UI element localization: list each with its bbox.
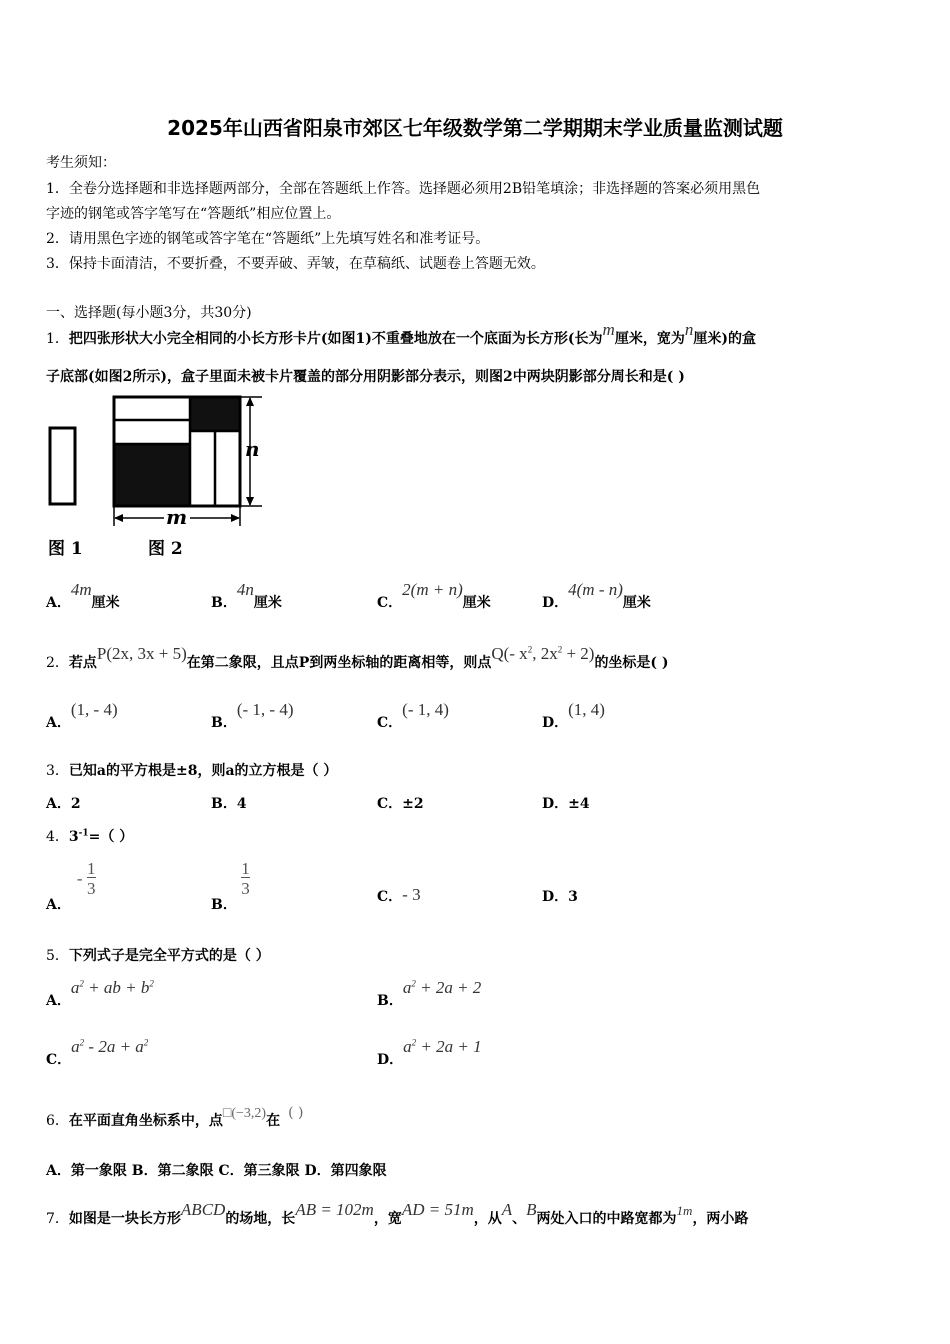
q7-text: 两处入口的中路宽都为 <box>536 1211 677 1227</box>
option-unit: 厘米 <box>253 595 282 611</box>
q4-option-c[interactable] <box>377 886 421 906</box>
q2-option-a[interactable] <box>46 700 118 732</box>
q6-answer-blank: ( ) <box>288 1105 304 1121</box>
option-label: A． <box>46 993 71 1009</box>
fraction-denominator: 3 <box>87 879 96 898</box>
option-value: 3 <box>568 889 578 905</box>
math-part: + 2a + 1 <box>416 1037 482 1056</box>
option-sign: - <box>76 869 83 888</box>
question-7 <box>46 1200 749 1228</box>
q5-option-b[interactable] <box>377 978 482 1010</box>
option-label: C． <box>377 796 403 812</box>
superscript: 2 <box>411 1037 417 1048</box>
question-3 <box>46 760 337 780</box>
section-heading: 一、选择题(每小题3分，共30分) <box>46 305 252 321</box>
superscript: 2 <box>411 978 416 989</box>
q2-option-b[interactable] <box>211 700 294 732</box>
option-label: D． <box>542 715 569 731</box>
option-label: C． <box>377 715 403 731</box>
option-label: C． <box>377 595 403 611</box>
figure-2-shaded-top <box>190 397 240 431</box>
option-fraction <box>87 860 96 897</box>
option-math: (- 1, 4) <box>402 700 449 719</box>
q7-math: AD = 51m <box>401 1200 474 1219</box>
q3-option-c[interactable] <box>377 793 424 813</box>
option-math: 4(m - n) <box>568 580 623 599</box>
q1-option-b[interactable] <box>211 580 282 612</box>
q3-option-b[interactable] <box>211 793 247 813</box>
figure-1-caption: 图 1 <box>48 539 83 559</box>
q2-text-c: 的坐标是( ) <box>594 655 669 671</box>
q7-text: 的场地，长 <box>225 1211 296 1227</box>
superscript: 2 <box>79 1037 85 1048</box>
q6-point: □(−3,2) <box>222 1106 267 1121</box>
question-2 <box>46 644 669 672</box>
option-label: C． <box>46 1052 72 1068</box>
option-math <box>403 978 481 997</box>
option-unit: 厘米 <box>462 595 491 611</box>
notice-heading: 考生须知： <box>46 155 116 171</box>
option-label: A． <box>46 796 71 812</box>
notice-item-3: 3．保持卡面清洁，不要折叠，不要弄破、弄皱，在草稿纸、试题卷上答题无效。 <box>46 256 545 272</box>
q2-option-c[interactable] <box>377 700 449 732</box>
question-number: 4． <box>46 829 69 845</box>
option-math: 2(m + n) <box>402 580 463 599</box>
option-label: A． <box>46 595 71 611</box>
question-6 <box>46 1105 304 1130</box>
figure-1-card <box>50 428 75 504</box>
q4-base: 3 <box>68 829 79 845</box>
fraction-numerator: 1 <box>241 859 250 878</box>
question-number: 5． <box>46 948 69 964</box>
question-1-line-1 <box>46 320 756 348</box>
q3-option-a[interactable] <box>46 793 81 813</box>
arrow-head <box>246 397 254 406</box>
option-value: ±4 <box>568 796 590 812</box>
superscript: 2 <box>149 978 154 989</box>
option-label: A． <box>46 896 71 913</box>
dimension-m-label: m <box>166 505 188 529</box>
q2-point-q-part: , 2x <box>532 644 558 663</box>
figure-2-caption: 图 2 <box>148 539 183 559</box>
q7-text: 、 <box>512 1211 527 1227</box>
arrow-head <box>231 514 240 522</box>
option-math <box>403 1037 481 1056</box>
page-title: 2025年山西省阳泉市郊区七年级数学第二学期期末学业质量监测试题 <box>167 116 783 140</box>
q4-option-b[interactable] <box>211 859 250 913</box>
q5-option-c[interactable] <box>46 1037 149 1069</box>
option-label: B． <box>211 896 237 913</box>
question-5 <box>46 945 270 965</box>
q7-text: ，宽 <box>373 1211 402 1227</box>
q4-option-d[interactable] <box>542 886 578 906</box>
option-value: - 3 <box>402 885 421 904</box>
option-math: (1, - 4) <box>70 700 118 719</box>
question-number: 2． <box>46 655 69 671</box>
q1-var-m: m <box>602 320 615 339</box>
q2-text-a: 若点 <box>68 655 97 671</box>
option-label: C． <box>377 889 403 905</box>
option-value: 4 <box>236 796 247 812</box>
math-part: + 2a + 2 <box>415 978 482 997</box>
math-part: - 2a + a <box>84 1037 144 1056</box>
option-label: D． <box>377 1052 404 1068</box>
option-label: A． <box>46 715 71 731</box>
q1-text-b: 厘米，宽为 <box>614 331 685 347</box>
option-label: D． <box>542 595 569 611</box>
option-value: 2 <box>70 796 81 812</box>
superscript: 2 <box>527 644 533 655</box>
q7-text: 如图是一块长方形 <box>68 1211 181 1227</box>
q2-point-q-part: + 2) <box>562 644 595 663</box>
q1-text-c: 厘米)的盒 <box>693 331 756 347</box>
q4-text: =（ ） <box>88 829 134 845</box>
q6-options[interactable]: A．第一象限 B．第二象限 C．第三象限 D．第四象限 <box>46 1163 387 1179</box>
option-unit: 厘米 <box>91 595 120 611</box>
question-4 <box>46 826 133 846</box>
option-label: D． <box>542 889 569 905</box>
option-label: B． <box>211 715 237 731</box>
fraction-denominator: 3 <box>241 879 250 898</box>
q7-math: 1m <box>676 1203 693 1218</box>
q6-text-b: 在 <box>266 1113 281 1129</box>
q1-var-n: n <box>684 320 694 339</box>
question-1-line-2: 子底部(如图2所示)，盒子里面未被卡片覆盖的部分用阴影部分表示，则图2中两块阴影部分周长和是( ) <box>46 369 685 385</box>
math-part: a <box>71 1037 80 1056</box>
option-label: D． <box>542 796 569 812</box>
question-number: 6． <box>46 1113 69 1129</box>
q2-option-d[interactable] <box>542 700 605 732</box>
fraction-numerator: 1 <box>87 859 96 878</box>
q7-math: ABCD <box>180 1200 226 1219</box>
question-number: 3． <box>46 763 69 779</box>
dimension-n-label: n <box>245 437 260 461</box>
math-part: a <box>70 978 80 997</box>
q7-math: AB = 102m <box>295 1200 374 1219</box>
option-label: B． <box>211 796 237 812</box>
option-math: 4n <box>236 580 254 599</box>
q7-text: ，两小路 <box>692 1211 749 1227</box>
superscript: 2 <box>557 644 563 655</box>
option-math: (1, 4) <box>568 700 605 719</box>
math-part: a <box>403 1037 412 1056</box>
q4-option-a[interactable] <box>46 859 96 913</box>
question-number: 1． <box>46 331 69 347</box>
q1-text-a: 把四张形状大小完全相同的小长方形卡片(如图1)不重叠地放在一个底面为长方形(长为 <box>68 331 603 347</box>
option-math: 4m <box>70 580 92 599</box>
notice-item-2: 2．请用黑色字迹的钢笔或答字笔在“答题纸”上先填写姓名和准考证号。 <box>46 231 490 247</box>
option-math <box>71 978 154 997</box>
notice-item-1b: 字迹的钢笔或答字笔写在“答题纸”相应位置上。 <box>46 206 341 222</box>
q1-option-c[interactable] <box>377 580 491 612</box>
q2-text-b: 在第二象限，且点P到两坐标轴的距离相等，则点 <box>186 655 492 671</box>
option-label: B． <box>377 993 403 1009</box>
q6-text-a: 在平面直角坐标系中，点 <box>68 1113 223 1129</box>
q2-point-q-part: Q(- x <box>491 644 528 663</box>
q3-option-d[interactable] <box>542 793 590 813</box>
superscript: 2 <box>143 1037 149 1048</box>
q2-point-q <box>491 644 594 663</box>
q3-text: 已知a的平方根是±8，则a的立方根是（ ） <box>68 763 338 779</box>
q4-exponent: -1 <box>78 828 89 839</box>
q1-figure <box>44 392 274 562</box>
q1-option-a[interactable] <box>46 580 120 612</box>
q7-text: ，从 <box>473 1211 502 1227</box>
q7-math: B <box>526 1200 537 1219</box>
math-part: a <box>402 978 412 997</box>
q5-option-d[interactable] <box>377 1037 482 1069</box>
q5-text: 下列式子是完全平方式的是（ ） <box>68 948 270 964</box>
option-math: (- 1, - 4) <box>236 700 294 719</box>
option-unit: 厘米 <box>622 595 651 611</box>
option-value: ±2 <box>402 796 424 812</box>
math-part: + ab + b <box>83 978 150 997</box>
superscript: 2 <box>79 978 84 989</box>
q2-point-p: P(2x, 3x + 5) <box>96 644 187 663</box>
figure-2-shaded-bottom <box>114 444 190 506</box>
notice-item-1a: 1．全卷分选择题和非选择题两部分，全部在答题纸上作答。选择题必须用2B铅笔填涂；非选择题的答案必须用黑色 <box>46 181 761 197</box>
arrow-head <box>246 497 254 506</box>
question-number: 7． <box>46 1211 69 1227</box>
option-fraction <box>241 860 250 897</box>
arrow-head <box>114 514 123 522</box>
q5-option-a[interactable] <box>46 978 154 1010</box>
q1-option-d[interactable] <box>542 580 651 612</box>
option-label: B． <box>211 595 237 611</box>
q7-math: A <box>501 1200 513 1219</box>
option-math <box>71 1037 148 1056</box>
